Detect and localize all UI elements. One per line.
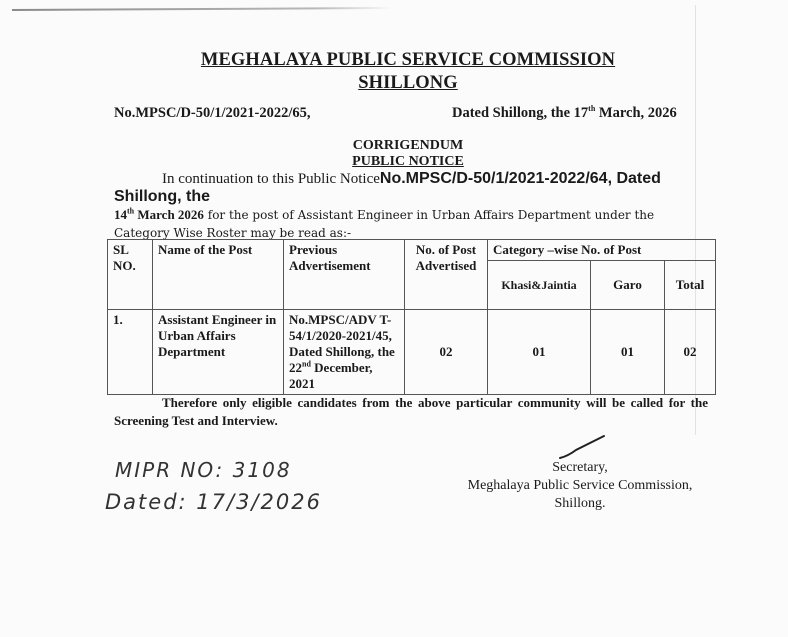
date-day: Dated Shillong, the 17: [452, 105, 589, 121]
prev-adv-text: No.MPSC/ADV T-54/1/2020-2021/45, Dated Shillong, the 22: [289, 312, 395, 375]
public-notice-heading: PUBLIC NOTICE: [352, 154, 464, 169]
para-intro: In continuation to this Public Notice: [162, 171, 380, 187]
corrigendum-heading: CORRIGENDUM: [352, 138, 464, 153]
cell-sl-no: 1.: [108, 310, 153, 395]
closing-statement: Therefore only eligible candidates from the above particular community will be called for the Screening Test and Interview.: [114, 395, 708, 428]
prev-adv-sup: nd: [302, 359, 311, 369]
signatory-city: Shillong.: [554, 496, 606, 511]
header-post-name: Name of the Post: [153, 240, 284, 310]
cell-posts-advertised: 02: [405, 310, 488, 395]
cell-total: 02: [665, 310, 716, 395]
cell-post-name: Assistant Engineer in Urban Affairs Department: [153, 310, 284, 395]
org-city: SHILLONG: [358, 73, 458, 93]
para-date-sup: th: [127, 206, 135, 216]
header-previous-advertisement: Previous Advertisement: [284, 240, 405, 310]
table-row: [108, 310, 716, 395]
signatory-title: Secretary,: [552, 460, 608, 475]
prev-adv-end: December, 2021: [289, 360, 373, 391]
notice-date: [452, 105, 677, 122]
scan-artifact-line: [12, 7, 392, 11]
notice-paragraph: [114, 170, 706, 242]
date-rest: March, 2026: [595, 105, 677, 121]
date-sup: th: [588, 104, 596, 114]
para-body: for the post of Assistant Engineer in Urban Affairs Department under the Category Wise Roster may be read as:-: [114, 208, 655, 240]
cell-garo: 01: [591, 310, 665, 395]
para-date-day: 14: [114, 207, 127, 222]
header-posts-advertised: No. of Post Advertised: [405, 240, 488, 310]
org-title: MEGHALAYA PUBLIC SERVICE COMMISSION: [200, 50, 616, 70]
cell-khasi-jaintia: 01: [488, 310, 591, 395]
reference-number: No.MPSC/D-50/1/2021-2022/65,: [114, 105, 311, 121]
category-roster-table: [107, 239, 716, 395]
header-khasi-jaintia: Khasi&Jaintia: [488, 261, 591, 310]
handwritten-date: Dated: 17/3/2026: [105, 490, 322, 514]
para-reference: No.MPSC/D-50/1/2021-2022/64, Dated Shillong, the: [114, 170, 661, 205]
header-total: Total: [665, 261, 716, 310]
signature-mark: [558, 432, 608, 462]
handwritten-mipr-number: MIPR NO: 3108: [115, 458, 292, 482]
signatory-org: Meghalaya Public Service Commission,: [467, 478, 693, 493]
header-sl-no: SL NO.: [108, 240, 153, 310]
para-date-rest: March 2026: [134, 207, 204, 222]
cell-previous-advertisement: [284, 310, 405, 395]
table-header-row: [108, 240, 716, 261]
header-category-group: Category –wise No. of Post: [488, 240, 716, 261]
signatory-block: [440, 459, 720, 513]
header-garo: Garo: [591, 261, 665, 310]
